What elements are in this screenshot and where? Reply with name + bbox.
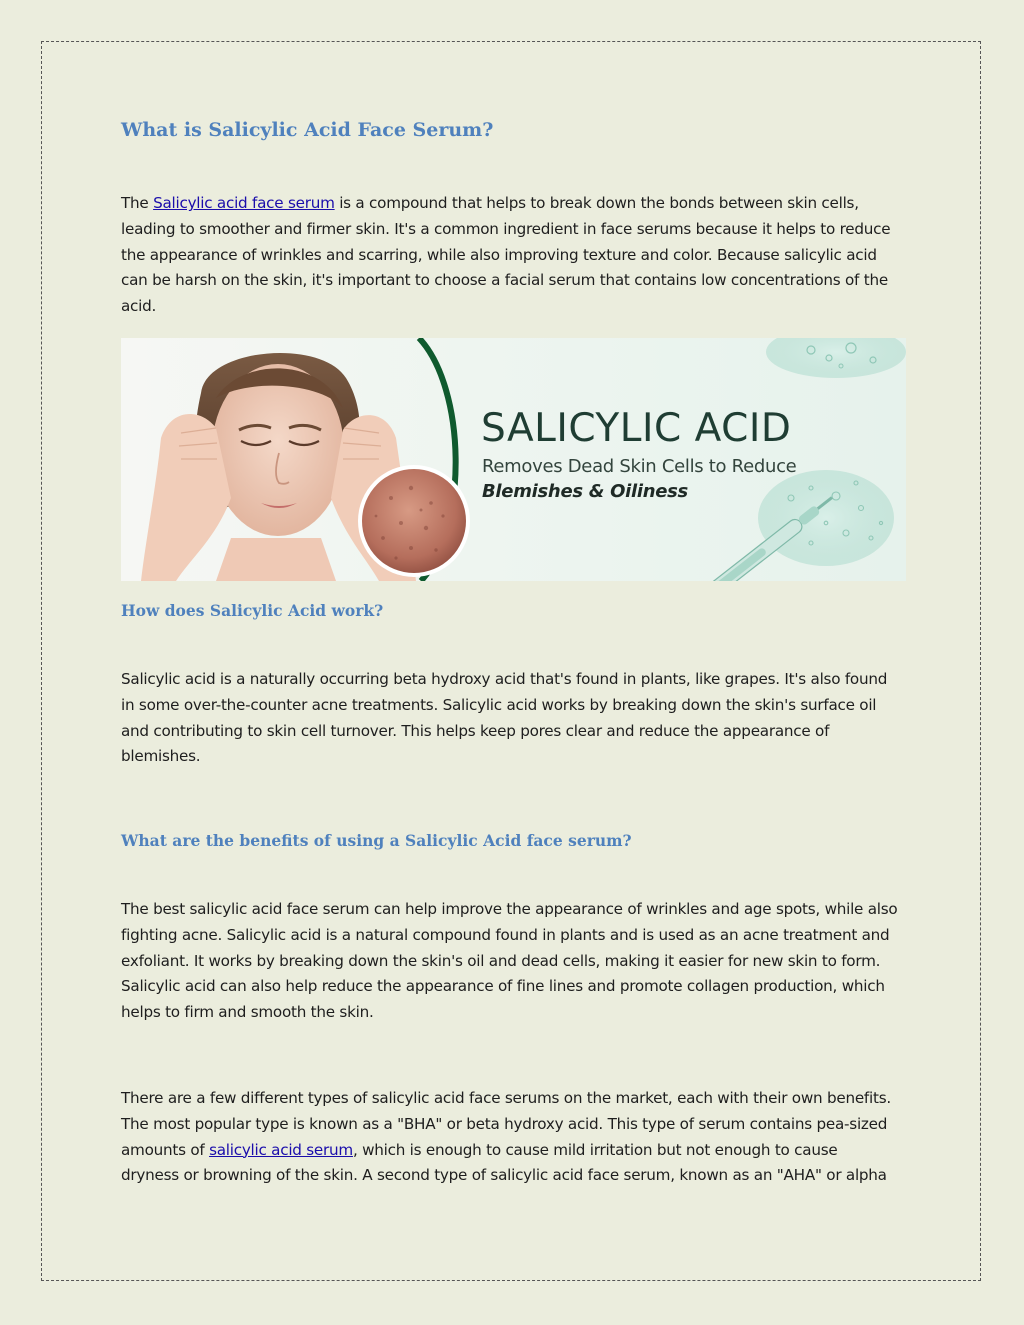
page-title: What is Salicylic Acid Face Serum? [121, 119, 494, 141]
intro-paragraph: The Salicylic acid face serum is a compound that helps to break down the bonds between skin cells, leading to smoother and firmer skin. It's a common ingredient in face serums because it helps to reduce the appearance of wrinkles and scarring, while also improving texture and color. Because salicylic acid can be harsh on the skin, it's important to choose a facial serum that contains low concentrations of the acid. [121, 194, 891, 316]
salicylic-acid-face-serum-link[interactable]: Salicylic acid face serum [153, 194, 335, 212]
section-heading-how-it-works: How does Salicylic Acid work? [121, 601, 384, 620]
salicylic-acid-banner [121, 338, 906, 581]
section-heading-benefits: What are the benefits of using a Salicylic Acid face serum? [121, 831, 632, 850]
banner-subtitle: Removes Dead Skin Cells to Reduce [482, 456, 797, 477]
skin-closeup-image [358, 465, 470, 577]
banner-title: SALICYLIC ACID [481, 406, 792, 451]
salicylic-acid-serum-link[interactable]: salicylic acid serum [209, 1140, 353, 1159]
how-it-works-paragraph: Salicylic acid is a naturally occurring beta hydroxy acid that's found in plants, like grapes. It's also found in some over-the-counter acne treatments. Salicylic acid works by breaking down the skin's surface oil and contributing to skin cell turnover. This helps keep pores clear and reduce the appearance of blemishes. [121, 670, 888, 766]
types-paragraph: There are a few different types of salicylic acid face serums on the market, each with their own benefits. The most popular type is known as a "BHA" or beta hydroxy acid. This type of serum contains pea-sized amounts of salicylic acid serum, which is enough to cause mild irritation but not enough to cause dryness or browning of the skin. A second type of salicylic acid face serum, known as an "AHA" or alpha [121, 1089, 891, 1185]
banner-tagline: Blemishes & Oiliness [482, 481, 688, 502]
benefits-paragraph: The best salicylic acid face serum can help improve the appearance of wrinkles and age spots, while also fighting acne. Salicylic acid is a natural compound found in plants and is used as an acne treatment and exfoliant. It works by breaking down the skin's oil and dead cells, making it easier for new skin to form. Salicylic acid can also help reduce the appearance of fine lines and promote collagen production, which helps to firm and smooth the skin. [121, 900, 898, 1022]
